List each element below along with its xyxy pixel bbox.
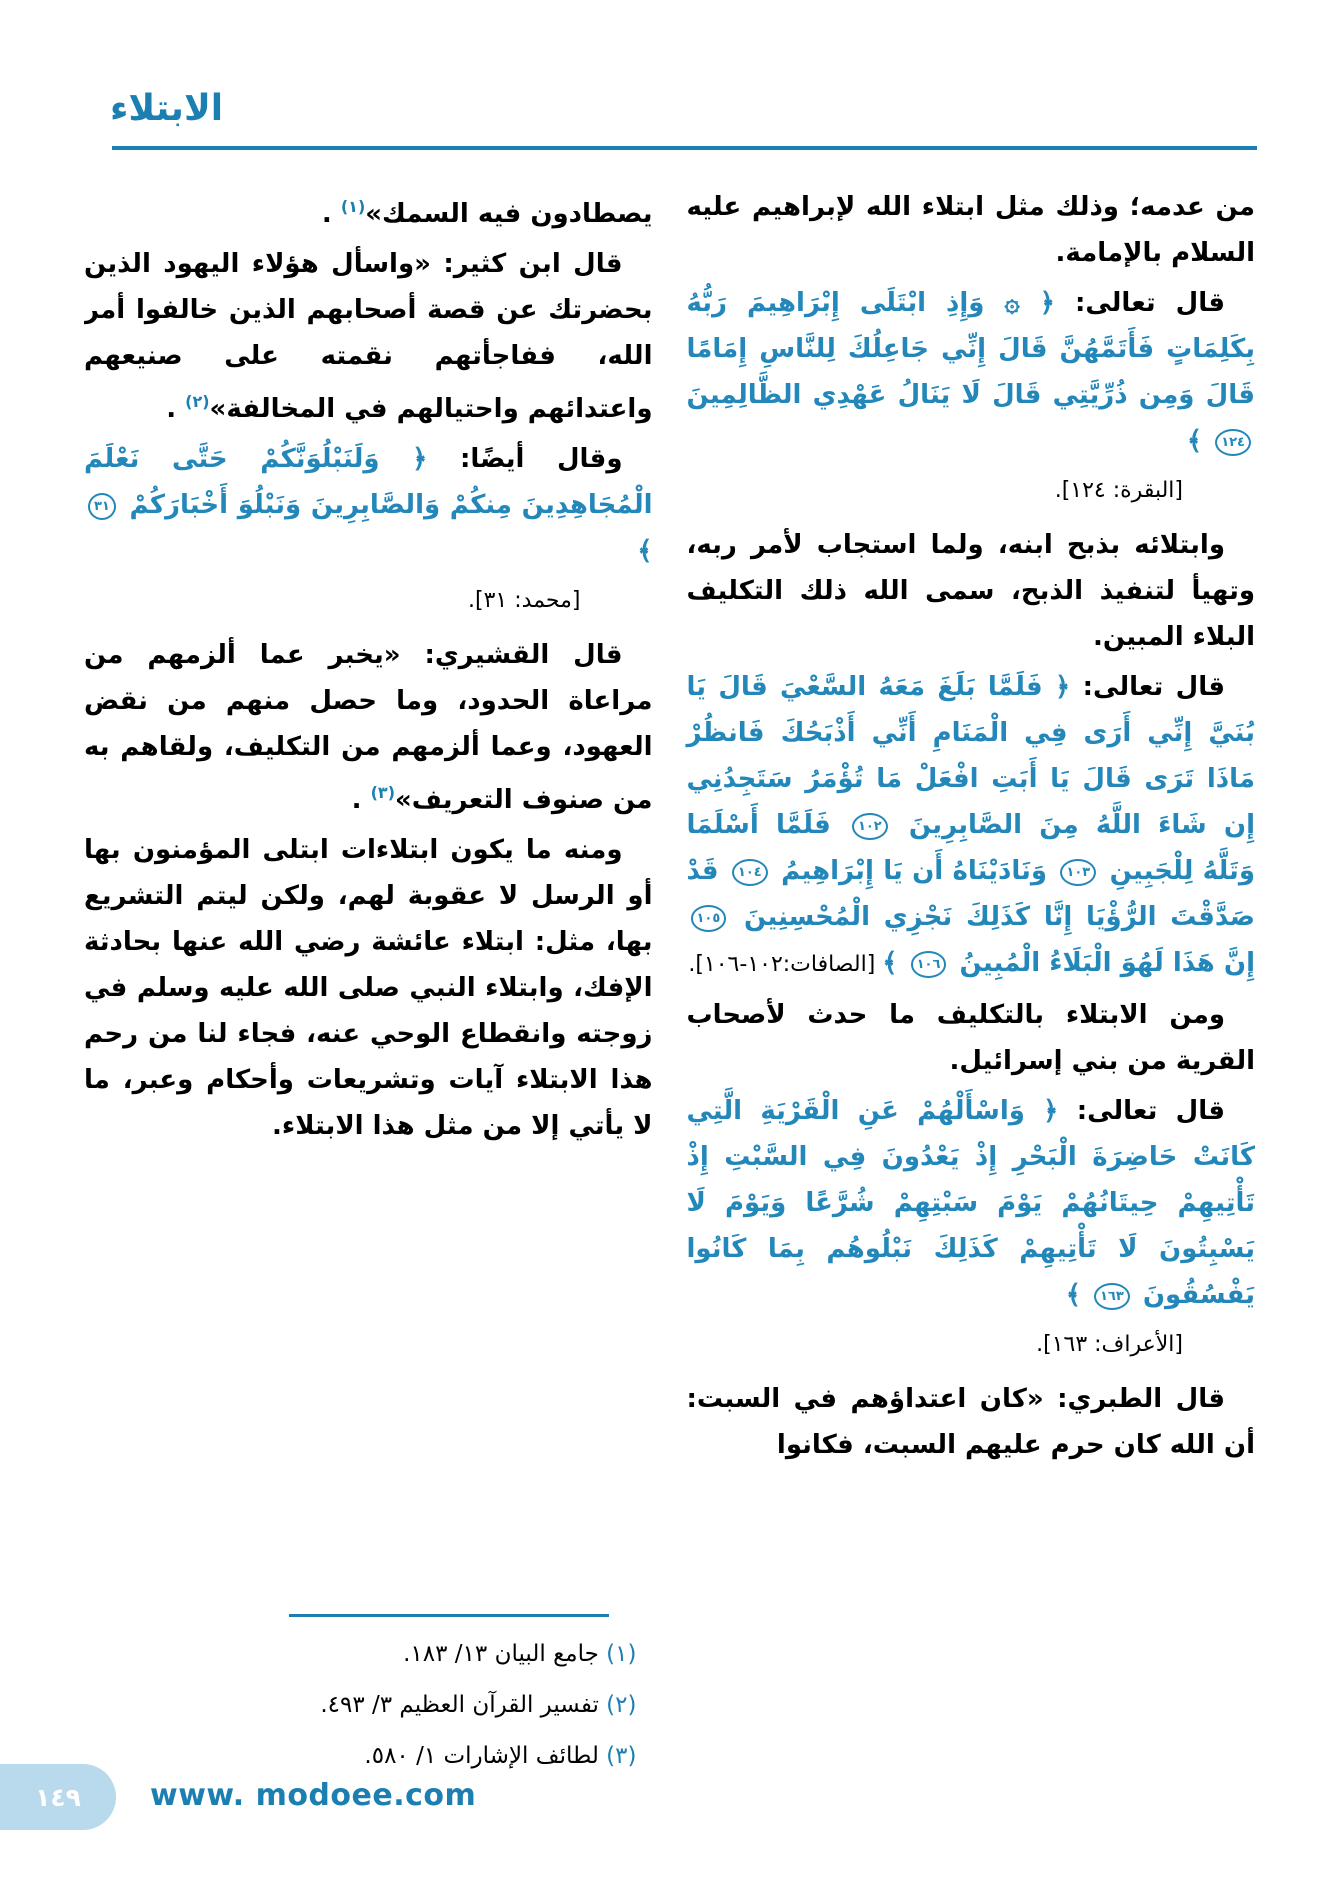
ayah-number-medallion: ١٠٢ (852, 813, 888, 840)
text-run: من عدمه؛ وذلك مثل ابتلاء الله لإبراهيم عليه السلام بالإمامة. (686, 192, 1255, 268)
paragraph (84, 436, 653, 628)
page-content (84, 184, 1255, 1788)
footnote-number: (٣) (606, 1743, 637, 1769)
verse-citation: [البقرة: ١٢٤]. (1054, 478, 1183, 503)
ayah-number-medallion: ١٠٤ (732, 859, 768, 886)
ayah-number-medallion: ١٠٣ (1060, 859, 1096, 886)
footnotes-separator (289, 1614, 609, 1617)
quran-verse: وَنَادَيْنَاهُ أَن يَا إِبْرَاهِيمُ (771, 856, 1057, 886)
quran-verse: إِنَّ هَذَا لَهُوَ الْبَلَاءُ الْمُبِينُ (950, 948, 1255, 978)
quran-verse: فَلَمَّا أَسْلَمَا وَتَلَّهُ لِلْجَبِينِ (686, 810, 1255, 886)
ayah-number-medallion: ١٠٥ (691, 905, 727, 932)
paragraph (687, 1088, 1256, 1372)
ayah-number-medallion: ١٢٤ (1215, 429, 1251, 456)
footnote-item (84, 1731, 653, 1782)
footnote-text: جامع البيان ١٣/ ١٨٣. (403, 1641, 607, 1667)
paragraph (687, 280, 1256, 518)
quran-verse: ﴾ (882, 948, 907, 978)
quran-verse: ﴾ (1186, 426, 1212, 456)
text-run: قال تعالى: (1054, 288, 1225, 318)
text-run: . (321, 199, 341, 229)
paragraph (687, 1376, 1256, 1468)
ayah-number-medallion: ٣١ (88, 493, 116, 520)
quran-verse: ﴿ وَلَنَبْلُوَنَّكُمْ حَتَّى نَعْلَمَ الْمُجَاهِدِينَ مِنكُمْ وَالصَّابِرِينَ وَنَبْلُوَ أَخْبَارَكُمْ (84, 444, 653, 520)
footnote-number: (٢) (606, 1692, 637, 1718)
text-run: ومنه ما يكون ابتلاءات ابتلى المؤمنون بها أو الرسل لا عقوبة لهم، ولكن ليتم التشريع بها، مثل: ابتلاء عائشة رضي الله عنها بحادثة الإفك، وابتلاء النبي صلى الله عليه وسلم في زوجته وانقطاع الوحي عنه، فجاء لنا من رحم هذا الابتلاء آيات وتشريعات وأحكام وعبر، ما لا يأتي إلا من مثل هذا الابتلاء. (84, 835, 653, 1141)
text-run: قال تعالى: (1058, 1096, 1225, 1126)
paragraph (687, 184, 1256, 276)
verse-citation: [الأعراف: ١٦٣]. (1036, 1332, 1183, 1357)
quran-verse: قَدْ صَدَّقْتَ الرُّؤْيَا إِنَّا كَذَلِكَ نَجْزِي الْمُحْسِنِينَ (686, 856, 1255, 932)
paragraph (687, 992, 1256, 1084)
footnote-item (84, 1680, 653, 1731)
chapter-title: الابتلاء (110, 88, 224, 129)
footnotes-list (84, 1629, 653, 1782)
paragraph (84, 632, 653, 823)
text-run: ومن الابتلاء بالتكليف ما حدث لأصحاب القرية من بني إسرائيل. (686, 1000, 1255, 1076)
column-right (687, 184, 1256, 1788)
text-run: . (166, 394, 186, 424)
quran-verse: ﴾ (1065, 1280, 1090, 1310)
footnote-ref: (٣) (370, 783, 395, 802)
text-run: قال تعالى: (1070, 672, 1225, 702)
text-run: قال الطبري: «كان اعتداؤهم في السبت: أن الله كان حرم عليهم السبت، فكانوا (686, 1384, 1255, 1460)
footnotes-block (84, 1614, 653, 1788)
quran-verse: ﴿ وَاسْأَلْهُمْ عَنِ الْقَرْيَةِ الَّتِي كَانَتْ حَاضِرَةَ الْبَحْرِ إِذْ يَعْدُونَ فِي السَّبْتِ إِذْ تَأْتِيهِمْ حِيتَانُهُمْ يَوْمَ سَبْتِهِمْ شُرَّعًا وَيَوْمَ لَا يَسْبِتُونَ لَا تَأْتِيهِمْ كَذَلِكَ نَبْلُوهُم بِمَا كَانُوا يَفْسُقُونَ (686, 1096, 1255, 1310)
paragraph (84, 241, 653, 432)
verse-citation: [محمد: ٣١]. (468, 588, 581, 613)
paragraph (84, 827, 653, 1149)
text-run: قال القشيري: «يخبر عما ألزمهم من مراعاة الحدود، وما حصل منهم من نقض العهود، وعما ألزمهم من التكليف، ولقاهم به من صنوف التعريف» (84, 640, 653, 815)
quran-verse: ﴾ (637, 536, 653, 566)
page-number-pill (0, 1764, 116, 1830)
column-left (84, 184, 653, 1788)
footnote-item (84, 1629, 653, 1680)
text-run: . (351, 785, 371, 815)
page-number: ١٤٩ (35, 1782, 81, 1812)
footnote-ref: (١) (340, 197, 366, 216)
footnote-text: تفسير القرآن العظيم ٣/ ٤٩٣. (320, 1692, 607, 1718)
verse-citation: [الصافات:١٠٢-١٠٦]. (688, 952, 883, 977)
paragraph (687, 664, 1256, 988)
footnote-number: (١) (606, 1641, 637, 1667)
footnote-ref: (٢) (185, 392, 210, 411)
text-run: قال ابن كثير: «واسأل هؤلاء اليهود الذين بحضرتك عن قصة أصحابهم الذين خالفوا أمر الله، ففاجأتهم نقمته على صنيعهم واعتدائهم واحتيالهم في المخالفة» (84, 249, 653, 424)
paragraph (84, 184, 653, 237)
text-run: وقال أيضًا: (427, 444, 623, 474)
ayah-number-medallion: ١٦٣ (1094, 1283, 1130, 1310)
ayah-number-medallion: ١٠٦ (911, 951, 947, 978)
text-run: يصطادون فيه السمك» (365, 199, 653, 229)
footnote-text: لطائف الإشارات ١/ ٥٨٠. (364, 1743, 607, 1769)
quran-verse: ﴿ ۞ وَإِذِ ابْتَلَى إِبْرَاهِيمَ رَبُّهُ بِكَلِمَاتٍ فَأَتَمَّهُنَّ قَالَ إِنِّي جَاعِلُكَ لِلنَّاسِ إِمَامًا قَالَ وَمِن ذُرِّيَّتِي قَالَ لَا يَنَالُ عَهْدِي الظَّالِمِينَ (686, 288, 1255, 410)
paragraph (687, 522, 1256, 660)
quran-verse: ﴿ فَلَمَّا بَلَغَ مَعَهُ السَّعْيَ قَالَ يَا بُنَيَّ إِنِّي أَرَى فِي الْمَنَامِ أَنِّي أَذْبَحُكَ فَانظُرْ مَاذَا تَرَى قَالَ يَا أَبَتِ افْعَلْ مَا تُؤْمَرُ سَتَجِدُنِي إِن شَاءَ اللَّهُ مِنَ الصَّابِرِينَ (686, 672, 1255, 840)
website-text: www. modoee.com (150, 1778, 477, 1813)
text-run: وابتلائه بذبح ابنه، ولما استجاب لأمر ربه، وتهيأ لتنفيذ الذبح، سمى الله ذلك التكليف البلاء المبين. (686, 530, 1255, 652)
header-rule (112, 146, 1257, 150)
